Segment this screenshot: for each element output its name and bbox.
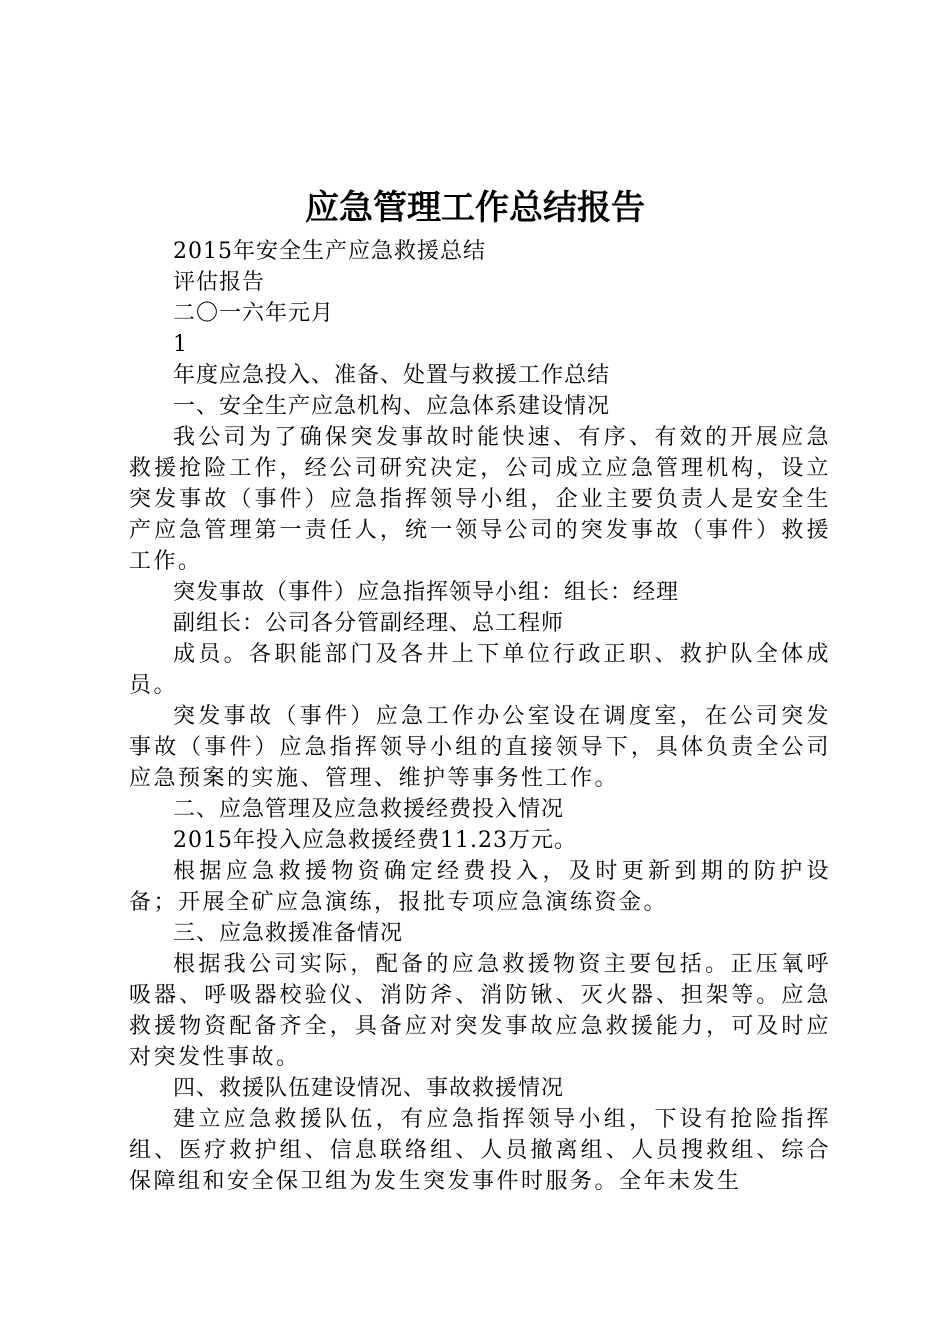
paragraph: 突发事故（事件）应急指挥领导小组：组长：经理 <box>173 580 680 605</box>
paragraph: 2015年投入应急救援经费11.23万元。 <box>173 828 577 853</box>
document-title: 应急管理工作总结报告 <box>305 188 645 228</box>
paragraph: 二〇一六年元月 <box>173 301 335 326</box>
paragraph: 年度应急投入、准备、处置与救援工作总结 <box>173 363 611 388</box>
section-heading: 二、应急管理及应急救援经费投入情况 <box>173 797 565 822</box>
section-heading: 四、救援队伍建设情况、事故救援情况 <box>173 1076 565 1101</box>
paragraph: 成员。各职能部门及各井上下单位行政正职、救护队全体成员。 <box>129 642 831 698</box>
paragraph: 2015年安全生产应急救援总结 <box>173 239 486 264</box>
paragraph: 建立应急救援队伍，有应急指挥领导小组，下设有抢险指挥组、医疗救护组、信息联络组、人员撤离组、人员搜救组、综合保障组和安全保卫组为发生突发事件时服务。全年未发生 <box>129 1107 831 1194</box>
paragraph: 突发事故（事件）应急工作办公室设在调度室，在公司突发事故（事件）应急指挥领导小组的直接领导下，具体负责全公司应急预案的实施、管理、维护等事务性工作。 <box>129 704 831 791</box>
paragraph: 1 <box>173 332 188 357</box>
section-heading: 三、应急救援准备情况 <box>173 921 404 946</box>
paragraph: 评估报告 <box>173 270 266 295</box>
paragraph: 根据我公司实际，配备的应急救援物资主要包括。正压氧呼吸器、呼吸器校验仪、消防斧、消防锹、灭火器、担架等。应急救援物资配备齐全，具备应对突发事故应急救援能力，可及时应对突发性事故。 <box>129 952 831 1070</box>
paragraph: 副组长：公司各分管副经理、总工程师 <box>173 611 565 636</box>
paragraph: 我公司为了确保突发事故时能快速、有序、有效的开展应急救援抢险工作，经公司研究决定，公司成立应急管理机构，设立突发事故（事件）应急指挥领导小组，企业主要负责人是安全生产应急管理第一责任人，统一领导公司的突发事故（事件）救援工作。 <box>129 425 831 574</box>
paragraph: 根据应急救援物资确定经费投入，及时更新到期的防护设备；开展全矿应急演练，报批专项应急演练资金。 <box>129 859 831 915</box>
section-heading: 一、安全生产应急机构、应急体系建设情况 <box>173 394 611 419</box>
document-body <box>129 236 831 1197</box>
